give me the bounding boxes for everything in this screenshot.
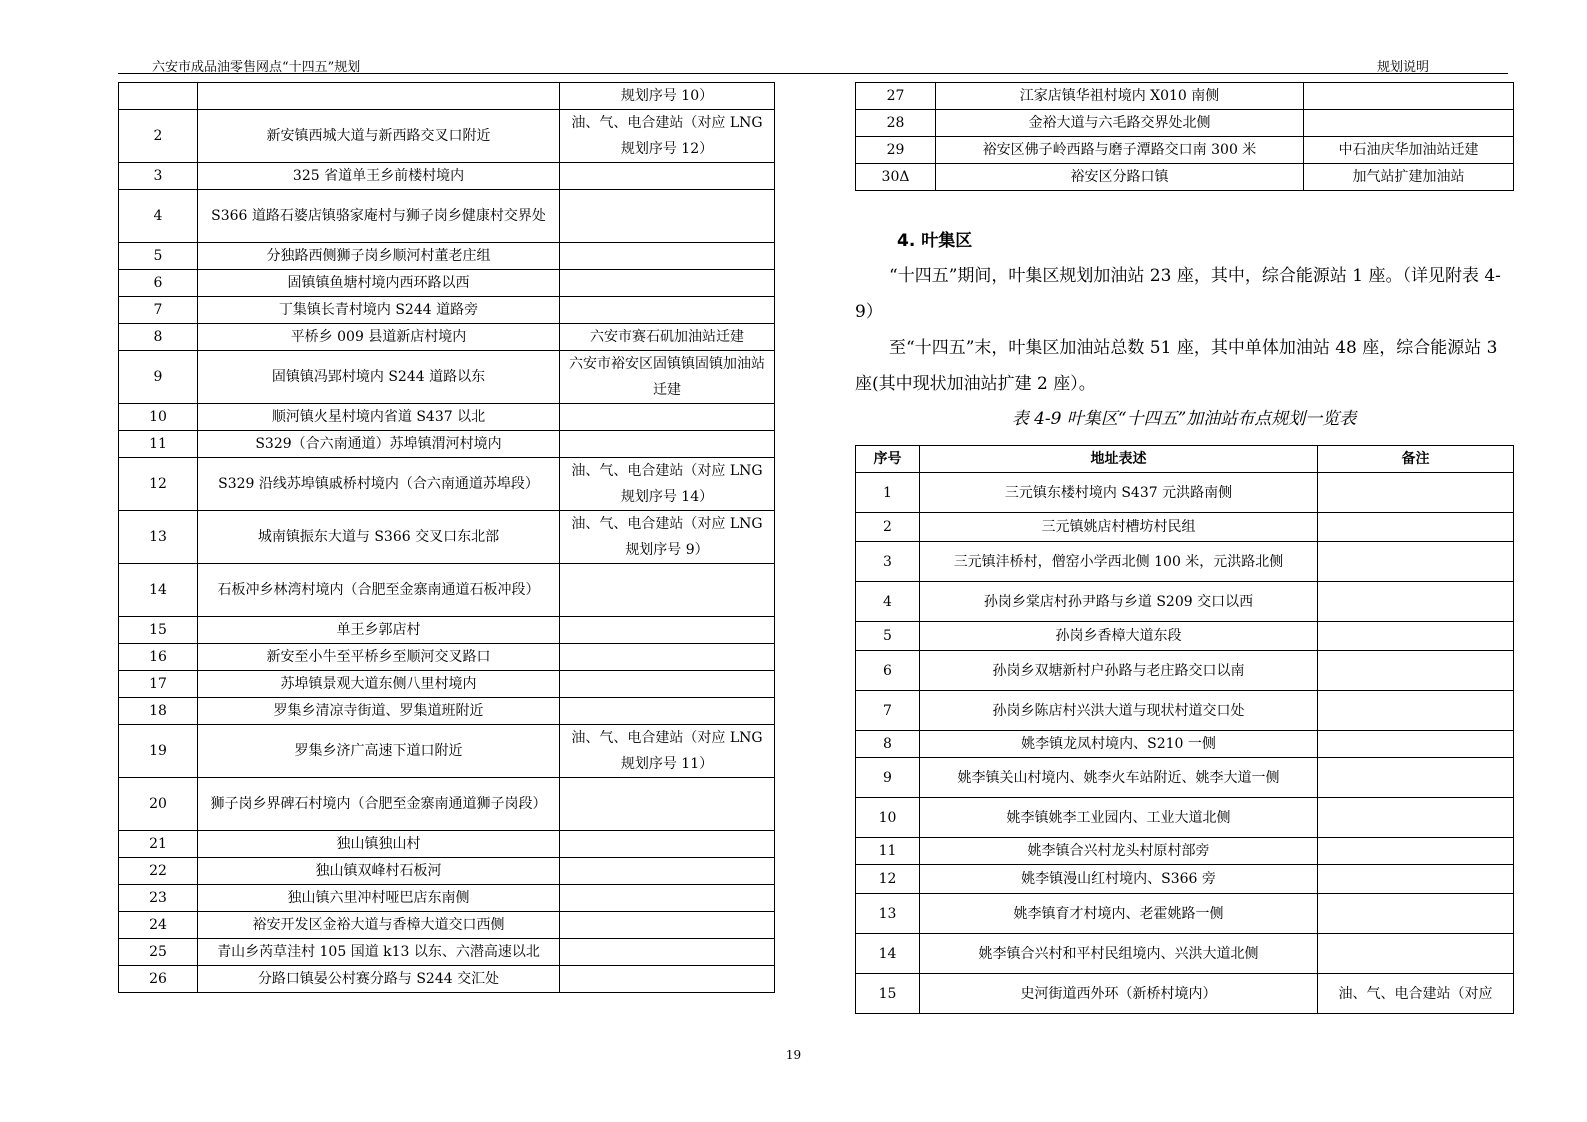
cell-remark: [560, 644, 775, 671]
cell-index: 14: [119, 564, 198, 617]
cell-address: 罗集乡济广高速下道口附近: [198, 725, 560, 778]
table-row: [119, 671, 775, 698]
yeji-station-table: [855, 445, 1514, 1014]
cell-remark: [1318, 651, 1514, 691]
cell-remark: [560, 858, 775, 885]
cell-remark: [560, 939, 775, 966]
cell-index: 4: [856, 582, 920, 622]
table-row: [119, 966, 775, 993]
table-row: [119, 270, 775, 297]
table-row: [119, 297, 775, 324]
cell-address: 三元镇沣桥村，僧窑小学西北侧 100 米，元洪路北侧: [920, 542, 1318, 582]
cell-index: 6: [119, 270, 198, 297]
header-remark: 备注: [1318, 446, 1514, 473]
cell-remark: 加气站扩建加油站: [1304, 164, 1514, 191]
cell-remark: [1318, 513, 1514, 542]
section-title: 4. 叶集区: [897, 231, 973, 251]
cell-remark: [560, 431, 775, 458]
cell-remark: 规划序号 10）: [560, 83, 775, 110]
cell-remark: 油、气、电合建站（对应: [1318, 974, 1514, 1014]
cell-address: S366 道路石婆店镇骆家庵村与狮子岗乡健康村交界处: [198, 190, 560, 243]
cell-remark: [1318, 798, 1514, 838]
cell-address: 分路口镇晏公村赛分路与 S244 交汇处: [198, 966, 560, 993]
cell-remark: [1318, 542, 1514, 582]
cell-remark: 六安市裕安区固镇镇固镇加油站迁建: [560, 351, 775, 404]
table-row: [119, 778, 775, 831]
cell-address: 独山镇六里冲村哑巴店东南侧: [198, 885, 560, 912]
table-row: [119, 831, 775, 858]
table-row: [119, 351, 775, 404]
cell-address: 平桥乡 009 县道新店村境内: [198, 324, 560, 351]
table-caption: 表 4-9 叶集区“十四五”加油站布点规划一览表: [1011, 409, 1357, 429]
cell-address: 孙岗乡棠店村孙尹路与乡道 S209 交口以西: [920, 582, 1318, 622]
cell-address: 分独路西侧狮子岗乡顺河村董老庄组: [198, 243, 560, 270]
cell-index: 1: [856, 473, 920, 513]
table-row: [119, 110, 775, 163]
table-row: [119, 617, 775, 644]
cell-address: 固镇镇鱼塘村境内西环路以西: [198, 270, 560, 297]
table-row: [119, 243, 775, 270]
cell-address: 三元镇东楼村境内 S437 元洪路南侧: [920, 473, 1318, 513]
cell-index: 11: [856, 838, 920, 865]
cell-remark: [560, 190, 775, 243]
cell-remark: [560, 564, 775, 617]
cell-index: 27: [856, 83, 936, 110]
cell-remark: [1318, 758, 1514, 798]
table-row: [856, 164, 1514, 191]
table-row: [856, 473, 1514, 513]
table-row: [856, 83, 1514, 110]
table-row: [856, 894, 1514, 934]
cell-remark: [560, 831, 775, 858]
cell-address: S329 沿线苏埠镇戚桥村境内（合六南通道苏埠段）: [198, 458, 560, 511]
cell-remark: [1318, 622, 1514, 651]
cell-remark: [560, 270, 775, 297]
cell-index: 12: [856, 865, 920, 894]
cell-address: 姚李镇姚李工业园内、工业大道北侧: [920, 798, 1318, 838]
table-row: [119, 939, 775, 966]
cell-address: 固镇镇冯郢村境内 S244 道路以东: [198, 351, 560, 404]
table-row: [119, 511, 775, 564]
cell-address: 新安镇西城大道与新西路交叉口附近: [198, 110, 560, 163]
cell-index: 17: [119, 671, 198, 698]
cell-address: 姚李镇漫山红村境内、S366 旁: [920, 865, 1318, 894]
cell-address: 独山镇独山村: [198, 831, 560, 858]
cell-address: 孙岗乡双塘新村户孙路与老庄路交口以南: [920, 651, 1318, 691]
cell-index: 21: [119, 831, 198, 858]
table-row: [856, 651, 1514, 691]
table-row: [856, 865, 1514, 894]
table-row: [856, 934, 1514, 974]
cell-remark: [560, 885, 775, 912]
table-row: [119, 458, 775, 511]
cell-address: 325 省道单王乡前楼村境内: [198, 163, 560, 190]
cell-index: 22: [119, 858, 198, 885]
cell-remark: [560, 404, 775, 431]
cell-index: 7: [119, 297, 198, 324]
cell-index: 8: [119, 324, 198, 351]
cell-index: 6: [856, 651, 920, 691]
cell-remark: 油、气、电合建站（对应 LNG 规划序号 9）: [560, 511, 775, 564]
table-row: [856, 731, 1514, 758]
cell-index: 26: [119, 966, 198, 993]
cell-address: 裕安区分路口镇: [936, 164, 1304, 191]
table-row: [119, 163, 775, 190]
table-row: [119, 858, 775, 885]
cell-address: S329（合六南通道）苏埠镇渭河村境内: [198, 431, 560, 458]
cell-index: 2: [119, 110, 198, 163]
right-station-table: [855, 82, 1514, 191]
table-row: [856, 137, 1514, 164]
page-number: 19: [785, 1048, 802, 1062]
table-row: [856, 110, 1514, 137]
cell-index: 20: [119, 778, 198, 831]
cell-remark: [1318, 934, 1514, 974]
cell-index: 18: [119, 698, 198, 725]
cell-index: 30Δ: [856, 164, 936, 191]
table-row: [119, 885, 775, 912]
cell-address: 孙岗乡香樟大道东段: [920, 622, 1318, 651]
cell-remark: [560, 912, 775, 939]
cell-remark: [560, 778, 775, 831]
cell-remark: [1318, 865, 1514, 894]
header-index: 序号: [856, 446, 920, 473]
cell-index: 29: [856, 137, 936, 164]
table-header-row: [856, 446, 1514, 473]
table-row: [856, 758, 1514, 798]
cell-index: 14: [856, 934, 920, 974]
cell-index: 9: [856, 758, 920, 798]
table-row: [856, 691, 1514, 731]
cell-address: 单王乡郭店村: [198, 617, 560, 644]
cell-index: 3: [856, 542, 920, 582]
cell-index: [119, 83, 198, 110]
cell-index: 10: [119, 404, 198, 431]
table-row: [119, 564, 775, 617]
cell-address: 三元镇姚店村槽坊村民组: [920, 513, 1318, 542]
cell-address: 江家店镇华祖村境内 X010 南侧: [936, 83, 1304, 110]
cell-remark: [560, 297, 775, 324]
cell-address: 姚李镇合兴村龙头村原村部旁: [920, 838, 1318, 865]
cell-address: 姚李镇关山村境内、姚李火车站附近、姚李大道一侧: [920, 758, 1318, 798]
cell-remark: 油、气、电合建站（对应 LNG 规划序号 11）: [560, 725, 775, 778]
cell-address: 姚李镇龙凤村境内、S210 一侧: [920, 731, 1318, 758]
table-row: [856, 798, 1514, 838]
cell-index: 28: [856, 110, 936, 137]
section-paragraph-2: 至“十四五”末，叶集区加油站总数 51 座，其中单体加油站 48 座，综合能源站 3 座(其中现状加油站扩建 2 座）。: [855, 338, 1498, 394]
cell-index: 16: [119, 644, 198, 671]
cell-address: 裕安开发区金裕大道与香樟大道交口西侧: [198, 912, 560, 939]
cell-remark: [560, 671, 775, 698]
table-row: [856, 513, 1514, 542]
cell-remark: [1318, 731, 1514, 758]
cell-index: 3: [119, 163, 198, 190]
cell-address: 城南镇振东大道与 S366 交叉口东北部: [198, 511, 560, 564]
cell-remark: [1318, 838, 1514, 865]
table-row: [119, 698, 775, 725]
cell-address: 顺河镇火星村境内省道 S437 以北: [198, 404, 560, 431]
table-row: [856, 582, 1514, 622]
cell-index: 25: [119, 939, 198, 966]
cell-address: 石板冲乡林湾村境内（合肥至金寨南通道石板冲段）: [198, 564, 560, 617]
cell-index: 5: [119, 243, 198, 270]
table-row: [119, 83, 775, 110]
cell-remark: [560, 163, 775, 190]
cell-index: 9: [119, 351, 198, 404]
table-row: [856, 838, 1514, 865]
left-station-table: [118, 82, 775, 993]
cell-index: 13: [119, 511, 198, 564]
cell-index: 7: [856, 691, 920, 731]
cell-address: 丁集镇长青村境内 S244 道路旁: [198, 297, 560, 324]
cell-remark: [1318, 691, 1514, 731]
table-row: [119, 644, 775, 671]
cell-remark: [560, 698, 775, 725]
cell-index: 13: [856, 894, 920, 934]
cell-index: 12: [119, 458, 198, 511]
cell-address: 金裕大道与六毛路交界处北侧: [936, 110, 1304, 137]
section-paragraph-1: “十四五”期间，叶集区规划加油站 23 座，其中，综合能源站 1 座。（详见附表 4-9）: [855, 266, 1501, 322]
table-row: [119, 912, 775, 939]
cell-remark: [1318, 582, 1514, 622]
cell-address: 孙岗乡陈店村兴洪大道与现状村道交口处: [920, 691, 1318, 731]
cell-address: 苏埠镇景观大道东侧八里村境内: [198, 671, 560, 698]
table-row: [119, 725, 775, 778]
cell-index: 8: [856, 731, 920, 758]
table-row: [119, 404, 775, 431]
cell-address: 裕安区佛子岭西路与磨子潭路交口南 300 米: [936, 137, 1304, 164]
cell-index: 11: [119, 431, 198, 458]
cell-index: 4: [119, 190, 198, 243]
cell-remark: [1304, 110, 1514, 137]
cell-index: 24: [119, 912, 198, 939]
header-section: 规划说明: [1376, 60, 1429, 75]
cell-address: 罗集乡清凉寺街道、罗集道班附近: [198, 698, 560, 725]
cell-address: 独山镇双峰村石板河: [198, 858, 560, 885]
cell-address: 新安至小牛至平桥乡至顺河交叉路口: [198, 644, 560, 671]
cell-remark: 油、气、电合建站（对应 LNG 规划序号 12）: [560, 110, 775, 163]
header-address: 地址表述: [920, 446, 1318, 473]
table-row: [119, 324, 775, 351]
cell-remark: 油、气、电合建站（对应 LNG 规划序号 14）: [560, 458, 775, 511]
cell-index: 2: [856, 513, 920, 542]
cell-index: 19: [119, 725, 198, 778]
cell-remark: [560, 966, 775, 993]
table-row: [119, 431, 775, 458]
cell-address: 青山乡芮草洼村 105 国道 k13 以东、六潜高速以北: [198, 939, 560, 966]
cell-remark: [1318, 894, 1514, 934]
cell-remark: [560, 617, 775, 644]
cell-address: 姚李镇育才村境内、老霍姚路一侧: [920, 894, 1318, 934]
cell-address: 狮子岗乡界碑石村境内（合肥至金寨南通道狮子岗段）: [198, 778, 560, 831]
cell-address: [198, 83, 560, 110]
header-divider: [118, 73, 1508, 74]
cell-remark: [1304, 83, 1514, 110]
table-row: [119, 190, 775, 243]
cell-remark: [1318, 473, 1514, 513]
cell-index: 15: [119, 617, 198, 644]
cell-remark: 中石油庆华加油站迁建: [1304, 137, 1514, 164]
cell-index: 23: [119, 885, 198, 912]
cell-index: 5: [856, 622, 920, 651]
cell-remark: 六安市赛石矶加油站迁建: [560, 324, 775, 351]
cell-address: 姚李镇合兴村和平村民组境内、兴洪大道北侧: [920, 934, 1318, 974]
cell-index: 10: [856, 798, 920, 838]
table-row: [856, 622, 1514, 651]
header-title: 六安市成品油零售网点“十四五”规划: [152, 60, 361, 75]
table-row: [856, 974, 1514, 1014]
cell-index: 15: [856, 974, 920, 1014]
table-row: [856, 542, 1514, 582]
cell-address: 史河街道西外环（新桥村境内）: [920, 974, 1318, 1014]
cell-remark: [560, 243, 775, 270]
